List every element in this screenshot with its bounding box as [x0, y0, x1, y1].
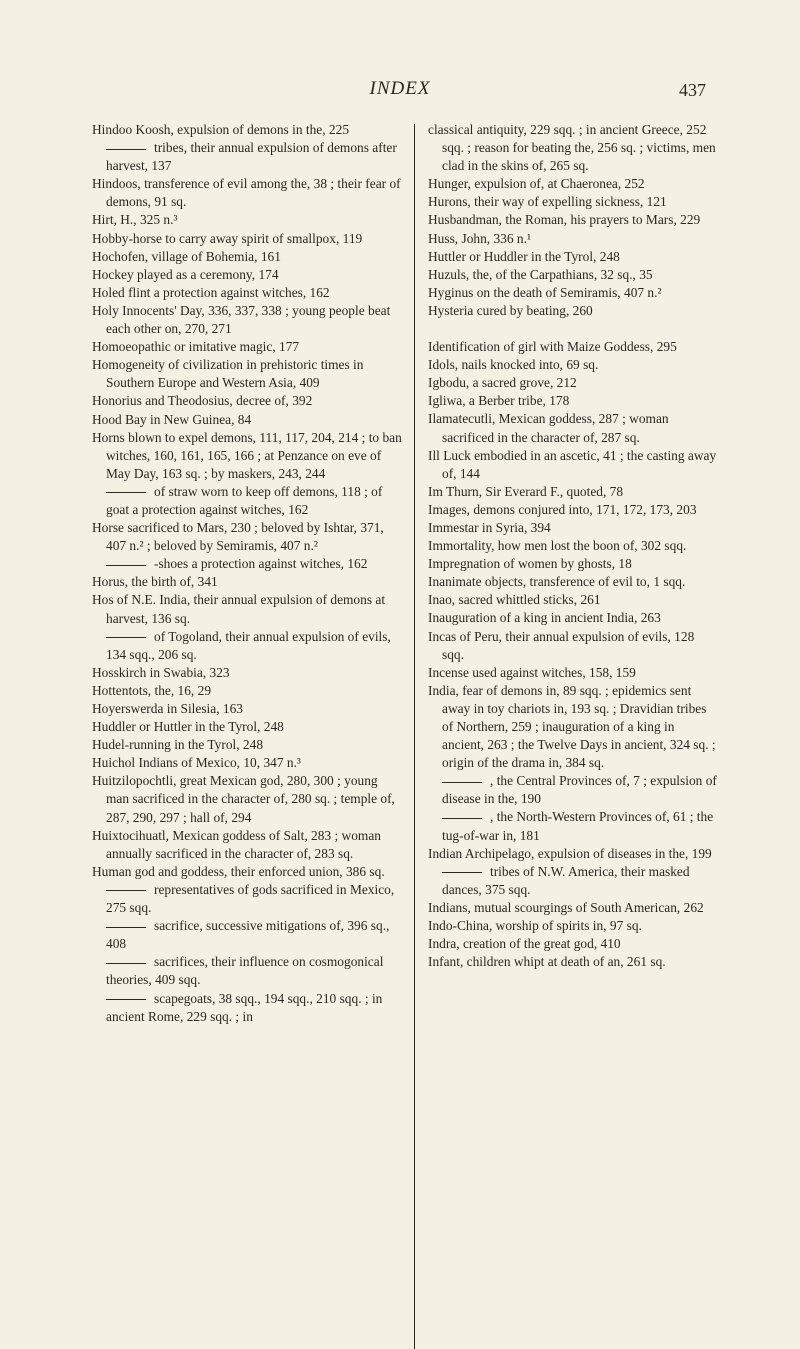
index-subentry: of Togoland, their annual expulsion of evils, 134 sqq., 206 sq. — [92, 628, 404, 664]
index-subentry: sacrifice, successive mitigations of, 396 sq., 408 — [92, 917, 404, 953]
index-entry: Hysteria cured by beating, 260 — [428, 302, 593, 318]
index-entry: Hudel-running in the Tyrol, 248 — [92, 737, 264, 753]
index-entry: Hunger, expulsion of, at Chaeronea, 252 — [428, 176, 645, 192]
index-entry: Hosskirch in Swabia, 323 — [92, 664, 230, 680]
index-entry: Hottentots, the, 16, 29 — [92, 682, 212, 698]
index-entry: Huichol Indians of Mexico, 10, 347 n.³ — [92, 755, 301, 771]
index-entry: Identification of girl with Maize Goddess, 295 — [428, 339, 677, 355]
index-entry: Hood Bay in New Guinea, 84 — [92, 411, 252, 427]
index-subentry: of straw worn to keep off demons, 118 ; of goat a protection against witches, 162 — [92, 483, 404, 519]
index-column-right — [428, 121, 718, 971]
index-entry: Impregnation of women by ghosts, 18 — [428, 556, 632, 572]
index-subentry: , the North-Western Provinces of, 61 ; the tug-of-war in, 181 — [428, 808, 718, 844]
index-subentry: sacrifices, their influence on cosmogonical theories, 409 sqq. — [92, 953, 404, 989]
index-entry: Hyginus on the death of Semiramis, 407 n.² — [428, 284, 662, 300]
index-subentry: tribes, their annual expulsion of demons after harvest, 137 — [92, 139, 404, 175]
index-entry: Homogeneity of civilization in prehistoric times in Southern Europe and Western Asia, 409 — [92, 357, 364, 391]
index-entry: Inao, sacred whittled sticks, 261 — [428, 592, 601, 608]
index-entry: Human god and goddess, their enforced union, 386 sq. — [92, 863, 385, 879]
index-entry: Hockey played as a ceremony, 174 — [92, 266, 279, 282]
index-entry: Huixtocihuatl, Mexican goddess of Salt, 283 ; woman annually sacrificed in the character of, 283 sq. — [92, 827, 381, 861]
index-entry: Hirt, H., 325 n.³ — [92, 212, 178, 228]
index-entry: Images, demons conjured into, 171, 172, 173, 203 — [428, 501, 697, 517]
index-entry: Indian Archipelago, expulsion of diseases in the, 199 — [428, 845, 712, 861]
index-entry: Homoeopathic or imitative magic, 177 — [92, 339, 300, 355]
index-entry: Hurons, their way of expelling sickness, 121 — [428, 194, 667, 210]
index-entry: Horus, the birth of, 341 — [92, 574, 218, 590]
index-entry: Holed flint a protection against witches, 162 — [92, 284, 330, 300]
index-entry: Indians, mutual scourgings of South American, 262 — [428, 899, 704, 915]
index-entry: Huzuls, the, of the Carpathians, 32 sq., 35 — [428, 266, 653, 282]
index-entry: Incas of Peru, their annual expulsion of evils, 128 sqq. — [428, 628, 695, 662]
index-subentry: -shoes a protection against witches, 162 — [92, 555, 404, 573]
index-entry: Horns blown to expel demons, 111, 117, 204, 214 ; to ban witches, 160, 161, 165, 166 ; at Penzance on eve of May Day, 163 sq. ; by maskers, 243, 244 — [92, 429, 402, 481]
index-entry: Hobby-horse to carry away spirit of smallpox, 119 — [92, 230, 363, 246]
index-entry: Inauguration of a king in ancient India, 263 — [428, 610, 661, 626]
index-entry: Horse sacrificed to Mars, 230 ; beloved by Ishtar, 371, 407 n.² ; beloved by Semiramis, 407 n.² — [92, 520, 384, 554]
index-entry: Infant, children whipt at death of an, 261 sq. — [428, 954, 666, 970]
index-entry: Ilamatecutli, Mexican goddess, 287 ; woman sacrificed in the character of, 287 sq. — [428, 411, 669, 445]
index-entry: Honorius and Theodosius, decree of, 392 — [92, 393, 313, 409]
column-divider — [414, 124, 415, 1349]
index-entry: Hindoo Koosh, expulsion of demons in the, 225 — [92, 122, 350, 137]
index-entry: Hindoos, transference of evil among the, 38 ; their fear of demons, 91 sq. — [92, 176, 401, 210]
index-entry: Hos of N.E. India, their annual expulsion of demons at harvest, 136 sq. — [92, 592, 386, 626]
index-entry: India, fear of demons in, 89 sqq. ; epidemics sent away in toy chariots in, 193 sq. ; Dravidian tribes of Northern, 259 ; inauguration of a king in ancient, 263 ; the Twelve Days in ancient, 324 sq. ; origin of the drama in, 384 sq. — [428, 682, 716, 771]
index-entry: Igbodu, a sacred grove, 212 — [428, 375, 577, 391]
index-entry: Im Thurn, Sir Everard F., quoted, 78 — [428, 483, 624, 499]
index-entry: Inanimate objects, transference of evil to, 1 sqq. — [428, 574, 686, 590]
index-subentry: scapegoats, 38 sqq., 194 sqq., 210 sqq. ; in ancient Rome, 229 sqq. ; in — [92, 990, 404, 1026]
index-entry: Husbandman, the Roman, his prayers to Mars, 229 — [428, 212, 701, 228]
index-entry: Hoyerswerda in Silesia, 163 — [92, 701, 243, 716]
index-entry: Immortality, how men lost the boon of, 302 sqq. — [428, 538, 687, 554]
index-entry: Idols, nails knocked into, 69 sq. — [428, 357, 599, 373]
index-entry: Indra, creation of the great god, 410 — [428, 936, 621, 952]
index-entry: Ill Luck embodied in an ascetic, 41 ; the casting away of, 144 — [428, 447, 717, 481]
index-entry: Holy Innocents' Day, 336, 337, 338 ; young people beat each other on, 270, 271 — [92, 302, 391, 337]
index-column-left — [92, 121, 404, 1026]
index-entry: Incense used against witches, 158, 159 — [428, 664, 636, 680]
index-entry: Huddler or Huttler in the Tyrol, 248 — [92, 719, 284, 735]
index-subentry: representatives of gods sacrificed in Mexico, 275 sqq. — [92, 881, 404, 917]
index-subentry: tribes of N.W. America, their masked dances, 375 sqq. — [428, 863, 718, 899]
index-entry: Huttler or Huddler in the Tyrol, 248 — [428, 248, 620, 264]
index-subentry: , the Central Provinces of, 7 ; expulsion of disease in the, 190 — [428, 772, 718, 808]
index-entry: Indo-China, worship of spirits in, 97 sq. — [428, 918, 642, 934]
index-entry: Immestar in Syria, 394 — [428, 519, 551, 535]
index-entry: classical antiquity, 229 sqq. ; in ancient Greece, 252 sqq. ; reason for beating the, 256 sq. ; victims, men clad in the skins of, 265 sq. — [428, 122, 716, 174]
running-head: INDEX — [369, 78, 431, 99]
page-number: 437 — [679, 80, 706, 100]
page-header — [0, 70, 800, 110]
index-entry: Hochofen, village of Bohemia, 161 — [92, 248, 281, 264]
index-entry: Huss, John, 336 n.¹ — [428, 230, 531, 246]
index-entry: Igliwa, a Berber tribe, 178 — [428, 393, 570, 409]
index-entry: Huitzilopochtli, great Mexican god, 280, 300 ; young man sacrificed in the character of, 280 sq. ; temple of, 287, 290, 297 ; hall of, 294 — [92, 773, 395, 825]
